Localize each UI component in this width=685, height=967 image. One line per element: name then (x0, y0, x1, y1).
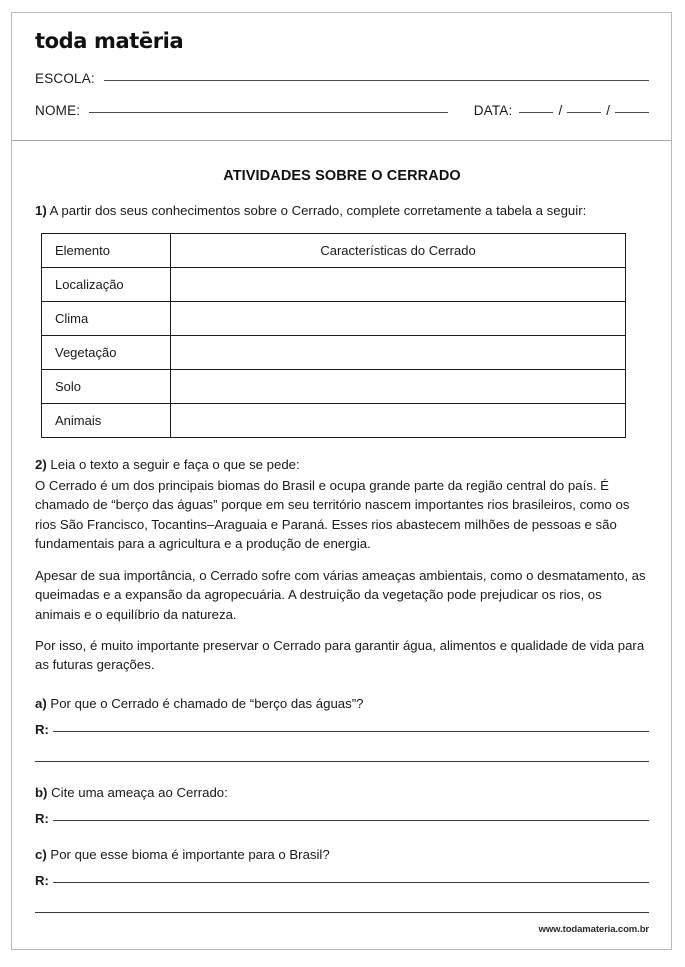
table-row (42, 403, 626, 437)
nome-label: NOME: (35, 103, 81, 118)
table-cell-solo-label: Solo (42, 369, 171, 403)
sub-question-c-answer-line-2[interactable] (35, 912, 649, 913)
question-2-number: 2) (35, 456, 47, 472)
question-2-prompt (35, 455, 649, 475)
cerrado-table (41, 233, 626, 438)
sub-question-a-answer-label: R: (35, 721, 49, 737)
table-header-caracteristicas: Características do Cerrado (171, 233, 626, 267)
table-cell-localizacao-label: Localização (42, 267, 171, 301)
sub-question-b-letter: b) (35, 784, 48, 800)
worksheet-body (12, 168, 671, 915)
sub-question-c-answer-line-1[interactable] (53, 882, 649, 883)
worksheet-header (12, 13, 671, 141)
sub-question-b-answer-label: R: (35, 811, 49, 826)
sub-question-c-answer-row (35, 873, 649, 888)
sub-question-b-text: Cite uma ameaça ao Cerrado: (47, 784, 228, 800)
worksheet-page (11, 12, 672, 950)
table-cell-clima-label: Clima (42, 301, 171, 335)
table-header-elemento: Elemento (42, 233, 171, 267)
nome-input-line[interactable] (89, 112, 447, 113)
question-1-number: 1) (35, 203, 47, 218)
page-title: ATIVIDADES SOBRE O CERRADO (223, 168, 461, 184)
escola-field-row (35, 71, 649, 86)
table-cell-vegetacao-label: Vegetação (42, 335, 171, 369)
reading-paragraph-3: Por isso, é muito importante preservar o Cerrado para garantir água, alimentos e qualidade de vida para as futuras gerações. (35, 637, 645, 673)
table-cell-animais-label: Animais (42, 403, 171, 437)
sub-question-c-answer-label: R: (35, 873, 49, 889)
question-2-block (35, 455, 649, 916)
escola-input-line[interactable] (104, 80, 649, 81)
sub-question-a-text: Por que o Cerrado é chamado de “berço das águas”? (46, 695, 364, 711)
question-1-prompt (35, 201, 649, 221)
table-header-row (42, 233, 626, 267)
sub-question-a-answer-line-1[interactable] (53, 731, 649, 732)
question-2-text: Leia o texto a seguir e faça o que se pede: (46, 456, 300, 472)
data-label: DATA: (473, 103, 513, 118)
spacer (35, 737, 649, 763)
sub-question-c-prompt (35, 845, 649, 864)
data-year-input[interactable] (615, 112, 649, 113)
sub-question-a-answer-row (35, 722, 649, 737)
data-separator-1: / (558, 103, 563, 118)
table-row (42, 335, 626, 369)
table-row (42, 267, 626, 301)
question-1-text: A partir dos seus conhecimentos sobre o Cerrado, complete corretamente a tabela a seguir: (46, 203, 587, 218)
sub-question-b-prompt (35, 783, 649, 802)
question-1-block (35, 201, 649, 438)
brand-logo: toda matēria (35, 29, 184, 53)
nome-field-row (35, 103, 649, 118)
footer-url: www.todamateria.com.br (538, 924, 649, 935)
data-month-input[interactable] (567, 112, 601, 113)
table-cell-clima-answer[interactable] (171, 301, 626, 335)
sub-question-c-text: Por que esse bioma é importante para o Brasil? (46, 847, 330, 862)
sub-question-b-answer-line-1[interactable] (53, 820, 649, 821)
sub-question-a (35, 694, 649, 764)
data-field-group (474, 103, 649, 118)
table-row (42, 369, 626, 403)
table-cell-solo-answer[interactable] (171, 369, 626, 403)
sub-question-b (35, 783, 649, 826)
table-row (42, 301, 626, 335)
table-cell-vegetacao-answer[interactable] (171, 335, 626, 369)
table-cell-localizacao-answer[interactable] (171, 267, 626, 301)
data-day-input[interactable] (519, 112, 553, 113)
sub-question-a-letter: a) (35, 695, 47, 711)
reading-paragraph-1: O Cerrado é um dos principais biomas do Brasil e ocupa grande parte da região central do país. É chamado de “berço das águas” porque em seu território nascem importantes rios brasileiros, como os rios São Francisco, Tocantins–Araguaia e Paraná. Esses rios abastecem milhões de pessoas e são fundamentais para a agricultura e a produção de energia. (35, 478, 630, 552)
sub-question-a-answer-line-2[interactable] (35, 761, 649, 762)
sub-question-b-answer-row (35, 811, 649, 826)
table-cell-animais-answer[interactable] (171, 403, 626, 437)
data-separator-2: / (606, 103, 610, 118)
reading-paragraph-2: Apesar de sua importância, o Cerrado sofre com várias ameaças ambientais, como o desmatamento, as queimadas e a expansão da agropecuária. A destruição da vegetação pode prejudicar os rios, os animais e o equilíbrio da natureza. (35, 567, 646, 622)
escola-label: ESCOLA: (35, 71, 95, 86)
sub-question-c (35, 845, 649, 915)
spacer (35, 888, 649, 914)
sub-question-c-letter: c) (35, 847, 47, 862)
sub-question-a-prompt (35, 694, 649, 713)
